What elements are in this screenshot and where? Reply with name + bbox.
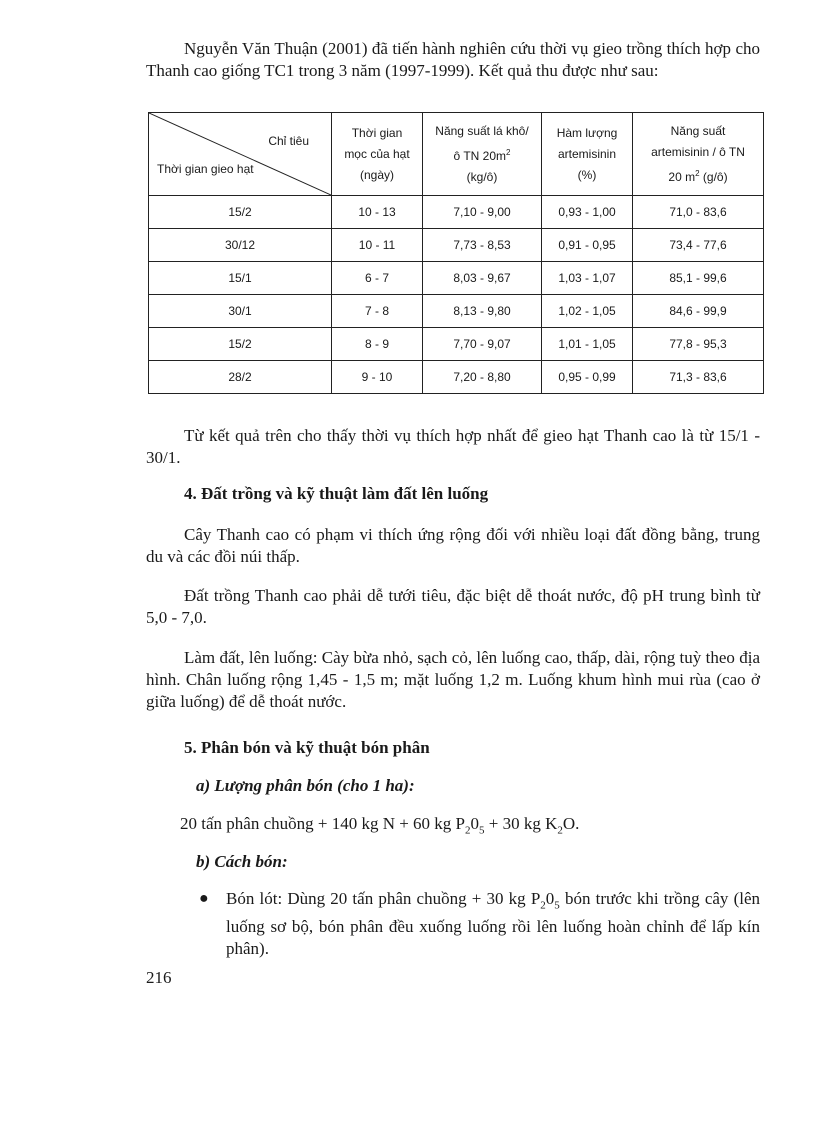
cell-leaf-yield: 8,03 - 9,67 [423,262,542,295]
cell-artemisinin-yield: 71,0 - 83,6 [633,196,764,229]
cell-germination: 10 - 11 [332,229,423,262]
table-header-row [149,113,764,196]
bullet-icon: ● [199,890,209,907]
fertilizer-formula: 20 tấn phân chuồng + 140 kg N + 60 kg $P_20_5 + 30$ kg $K_2O$. [180,814,580,837]
table-row [149,229,764,262]
intro-paragraph: Nguyễn Văn Thuận (2001) đã tiến hành nghiên cứu thời vụ gieo trồng thích hợp cho Thanh cao giống TC1 trong 3 năm (1997-1999). Kết quả thu được như sau: [146,39,760,80]
cell-germination: 7 - 8 [332,295,423,328]
section-4-heading: 4. Đất trồng và kỹ thuật làm đất lên luống [184,484,489,503]
cell-artemisinin-yield: 77,8 - 95,3 [633,328,764,361]
cell-content: 1,03 - 1,07 [542,262,633,295]
cell-artemisinin-yield: 71,3 - 83,6 [633,361,764,394]
bullet-basal-fertilizing: Bón lót: Dùng 20 tấn phân chuồng + 30 kg $P_20_5$ bón trước khi trồng cây (lên luống sơ bộ, bón phân đều xuống luống rồi lên luống hoàn chỉnh để lấp kín phân). [226,889,760,959]
subsection-a-heading: a) Lượng phân bón (cho 1 ha): [196,776,415,795]
cell-content: 0,95 - 0,99 [542,361,633,394]
cell-content: 1,02 - 1,05 [542,295,633,328]
header-germination-time: Thời gian mọc của hạt (ngày) [332,113,423,196]
section-4-paragraph-2: Đất trồng Thanh cao phải dễ tưới tiêu, đặc biệt dễ thoát nước, độ pH trung bình từ 5,0 - 7,0. [146,586,760,627]
cell-content: 1,01 - 1,05 [542,328,633,361]
header-artemisinin-content: Hàm lượng artemisinin (%) [542,113,633,196]
cell-leaf-yield: 8,13 - 9,80 [423,295,542,328]
cell-germination: 6 - 7 [332,262,423,295]
cell-sowing-date: 15/2 [149,196,332,229]
table-row [149,196,764,229]
page-number: 216 [146,968,172,987]
corner-diagonal-line [149,113,331,195]
header-dry-leaf-yield: Năng suất lá khô/ ô TN $20m^2$ (kg/ô) [423,113,542,196]
table-row [149,262,764,295]
table-row [149,328,764,361]
table-row [149,295,764,328]
cell-content: 0,93 - 1,00 [542,196,633,229]
sowing-time-table [148,112,764,394]
cell-germination: 10 - 13 [332,196,423,229]
table-corner-cell [149,113,332,196]
cell-sowing-date: 15/2 [149,328,332,361]
cell-sowing-date: 30/12 [149,229,332,262]
conclusion-paragraph: Từ kết quả trên cho thấy thời vụ thích hợp nhất để gieo hạt Thanh cao là từ 15/1 - 30/1. [146,426,760,467]
cell-artemisinin-yield: 84,6 - 99,9 [633,295,764,328]
header-artemisinin-yield: Năng suất artemisinin / ô TN 20 $m^2$ (g/ô) [633,113,764,196]
section-4-paragraph-1: Cây Thanh cao có phạm vi thích ứng rộng đối với nhiều loại đất đồng bằng, trung du và các đồi núi thấp. [146,525,760,566]
cell-content: 0,91 - 0,95 [542,229,633,262]
cell-germination: 9 - 10 [332,361,423,394]
section-4-paragraph-3: Làm đất, lên luống: Cày bừa nhỏ, sạch cỏ, lên luống cao, thấp, dài, rộng tuỳ theo địa hình. Chân luống rộng 1,45 - 1,5 m; mặt luống 1,2 m. Luống khum hình mui rùa (cao ở giữa luống) để dễ thoát nước. [146,648,760,711]
cell-artemisinin-yield: 73,4 - 77,6 [633,229,764,262]
cell-germination: 8 - 9 [332,328,423,361]
cell-leaf-yield: 7,70 - 9,07 [423,328,542,361]
cell-leaf-yield: 7,10 - 9,00 [423,196,542,229]
cell-sowing-date: 15/1 [149,262,332,295]
corner-label-sowing-time: Thời gian gieo hạt [157,162,254,176]
cell-leaf-yield: 7,20 - 8,80 [423,361,542,394]
cell-sowing-date: 30/1 [149,295,332,328]
cell-artemisinin-yield: 85,1 - 99,6 [633,262,764,295]
section-5-heading: 5. Phân bón và kỹ thuật bón phân [184,738,430,757]
cell-sowing-date: 28/2 [149,361,332,394]
corner-label-criteria: Chỉ tiêu [268,134,309,148]
subsection-b-heading: b) Cách bón: [196,852,288,871]
table-row [149,361,764,394]
cell-leaf-yield: 7,73 - 8,53 [423,229,542,262]
